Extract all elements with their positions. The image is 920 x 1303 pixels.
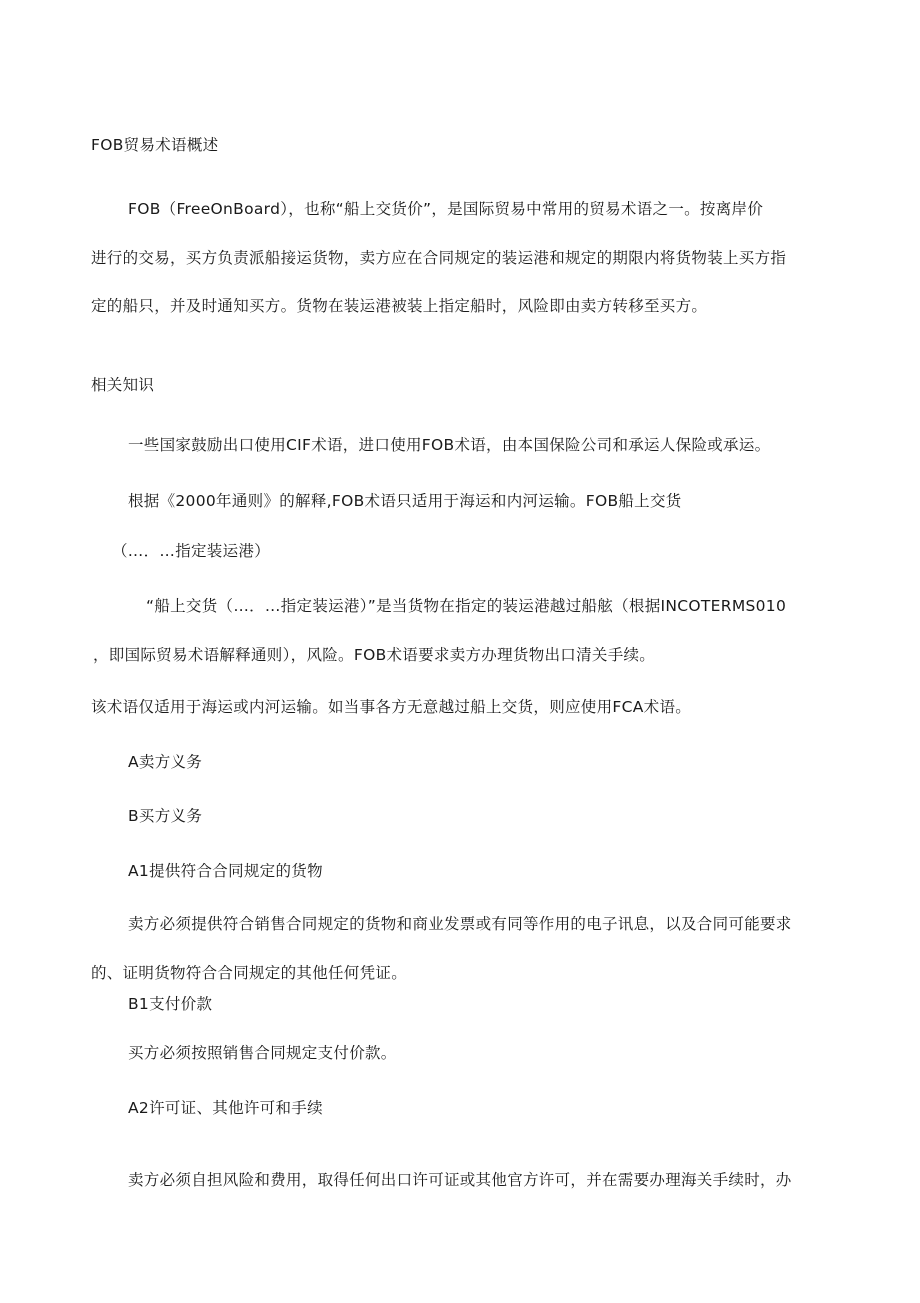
intro-line-2: 进行的交易，买方负责派船接运货物，卖方应在合同规定的装运港和规定的期限内将货物装上买方指 <box>91 249 787 267</box>
intro-line-3: 定的船只，并及时通知买方。货物在装运港被装上指定船时，风险即由卖方转移至买方。 <box>91 297 708 315</box>
paragraph-a1-line-1: 卖方必须提供符合销售合同规定的货物和商业发票或有同等作用的电子讯息，以及合同可能要求 <box>128 915 792 933</box>
heading-seller-obligations: A卖方义务 <box>128 753 203 771</box>
paragraph-a1-line-2: 的、证明货物符合合同规定的其他任何凭证。 <box>91 964 408 982</box>
paragraph-definition-line-1: “船上交货（…．…指定装运港）”是当货物在指定的装运港越过船舷（根据INCOTERMS010 <box>146 597 787 615</box>
page-title: FOB贸易术语概述 <box>91 136 219 154</box>
heading-a1: A1提供符合合同规定的货物 <box>128 862 323 880</box>
paragraph-2000-rules-line-2: （…．…指定装运港） <box>112 542 271 560</box>
intro-line-1: FOB（FreeOnBoard），也称“船上交货价”，是国际贸易中常用的贸易术语之一。按离岸价 <box>128 200 764 218</box>
heading-b1: B1支付价款 <box>128 995 213 1013</box>
paragraph-b1: 买方必须按照销售合同规定支付价款。 <box>128 1044 397 1062</box>
paragraph-definition-line-2: ，即国际贸易术语解释通则），风险。FOB术语要求卖方办理货物出口清关手续。 <box>93 646 656 664</box>
paragraph-a2-line-1: 卖方必须自担风险和费用，取得任何出口许可证或其他官方许可，并在需要办理海关手续时，办 <box>128 1171 792 1189</box>
heading-buyer-obligations: B买方义务 <box>128 807 203 825</box>
paragraph-2000-rules-line-1: 根据《2000年通则》的解释,FOB术语只适用于海运和内河运输。FOB船上交货 <box>128 492 682 510</box>
paragraph-fca-note: 该术语仅适用于海运或内河运输。如当事各方无意越过船上交货，则应使用FCA术语。 <box>91 698 692 716</box>
paragraph-cif-usage: 一些国家鼓励出口使用CIF术语，进口使用FOB术语，由本国保险公司和承运人保险或承运。 <box>128 436 771 454</box>
heading-a2: A2许可证、其他许可和手续 <box>128 1099 323 1117</box>
section-heading: 相关知识 <box>91 376 155 394</box>
